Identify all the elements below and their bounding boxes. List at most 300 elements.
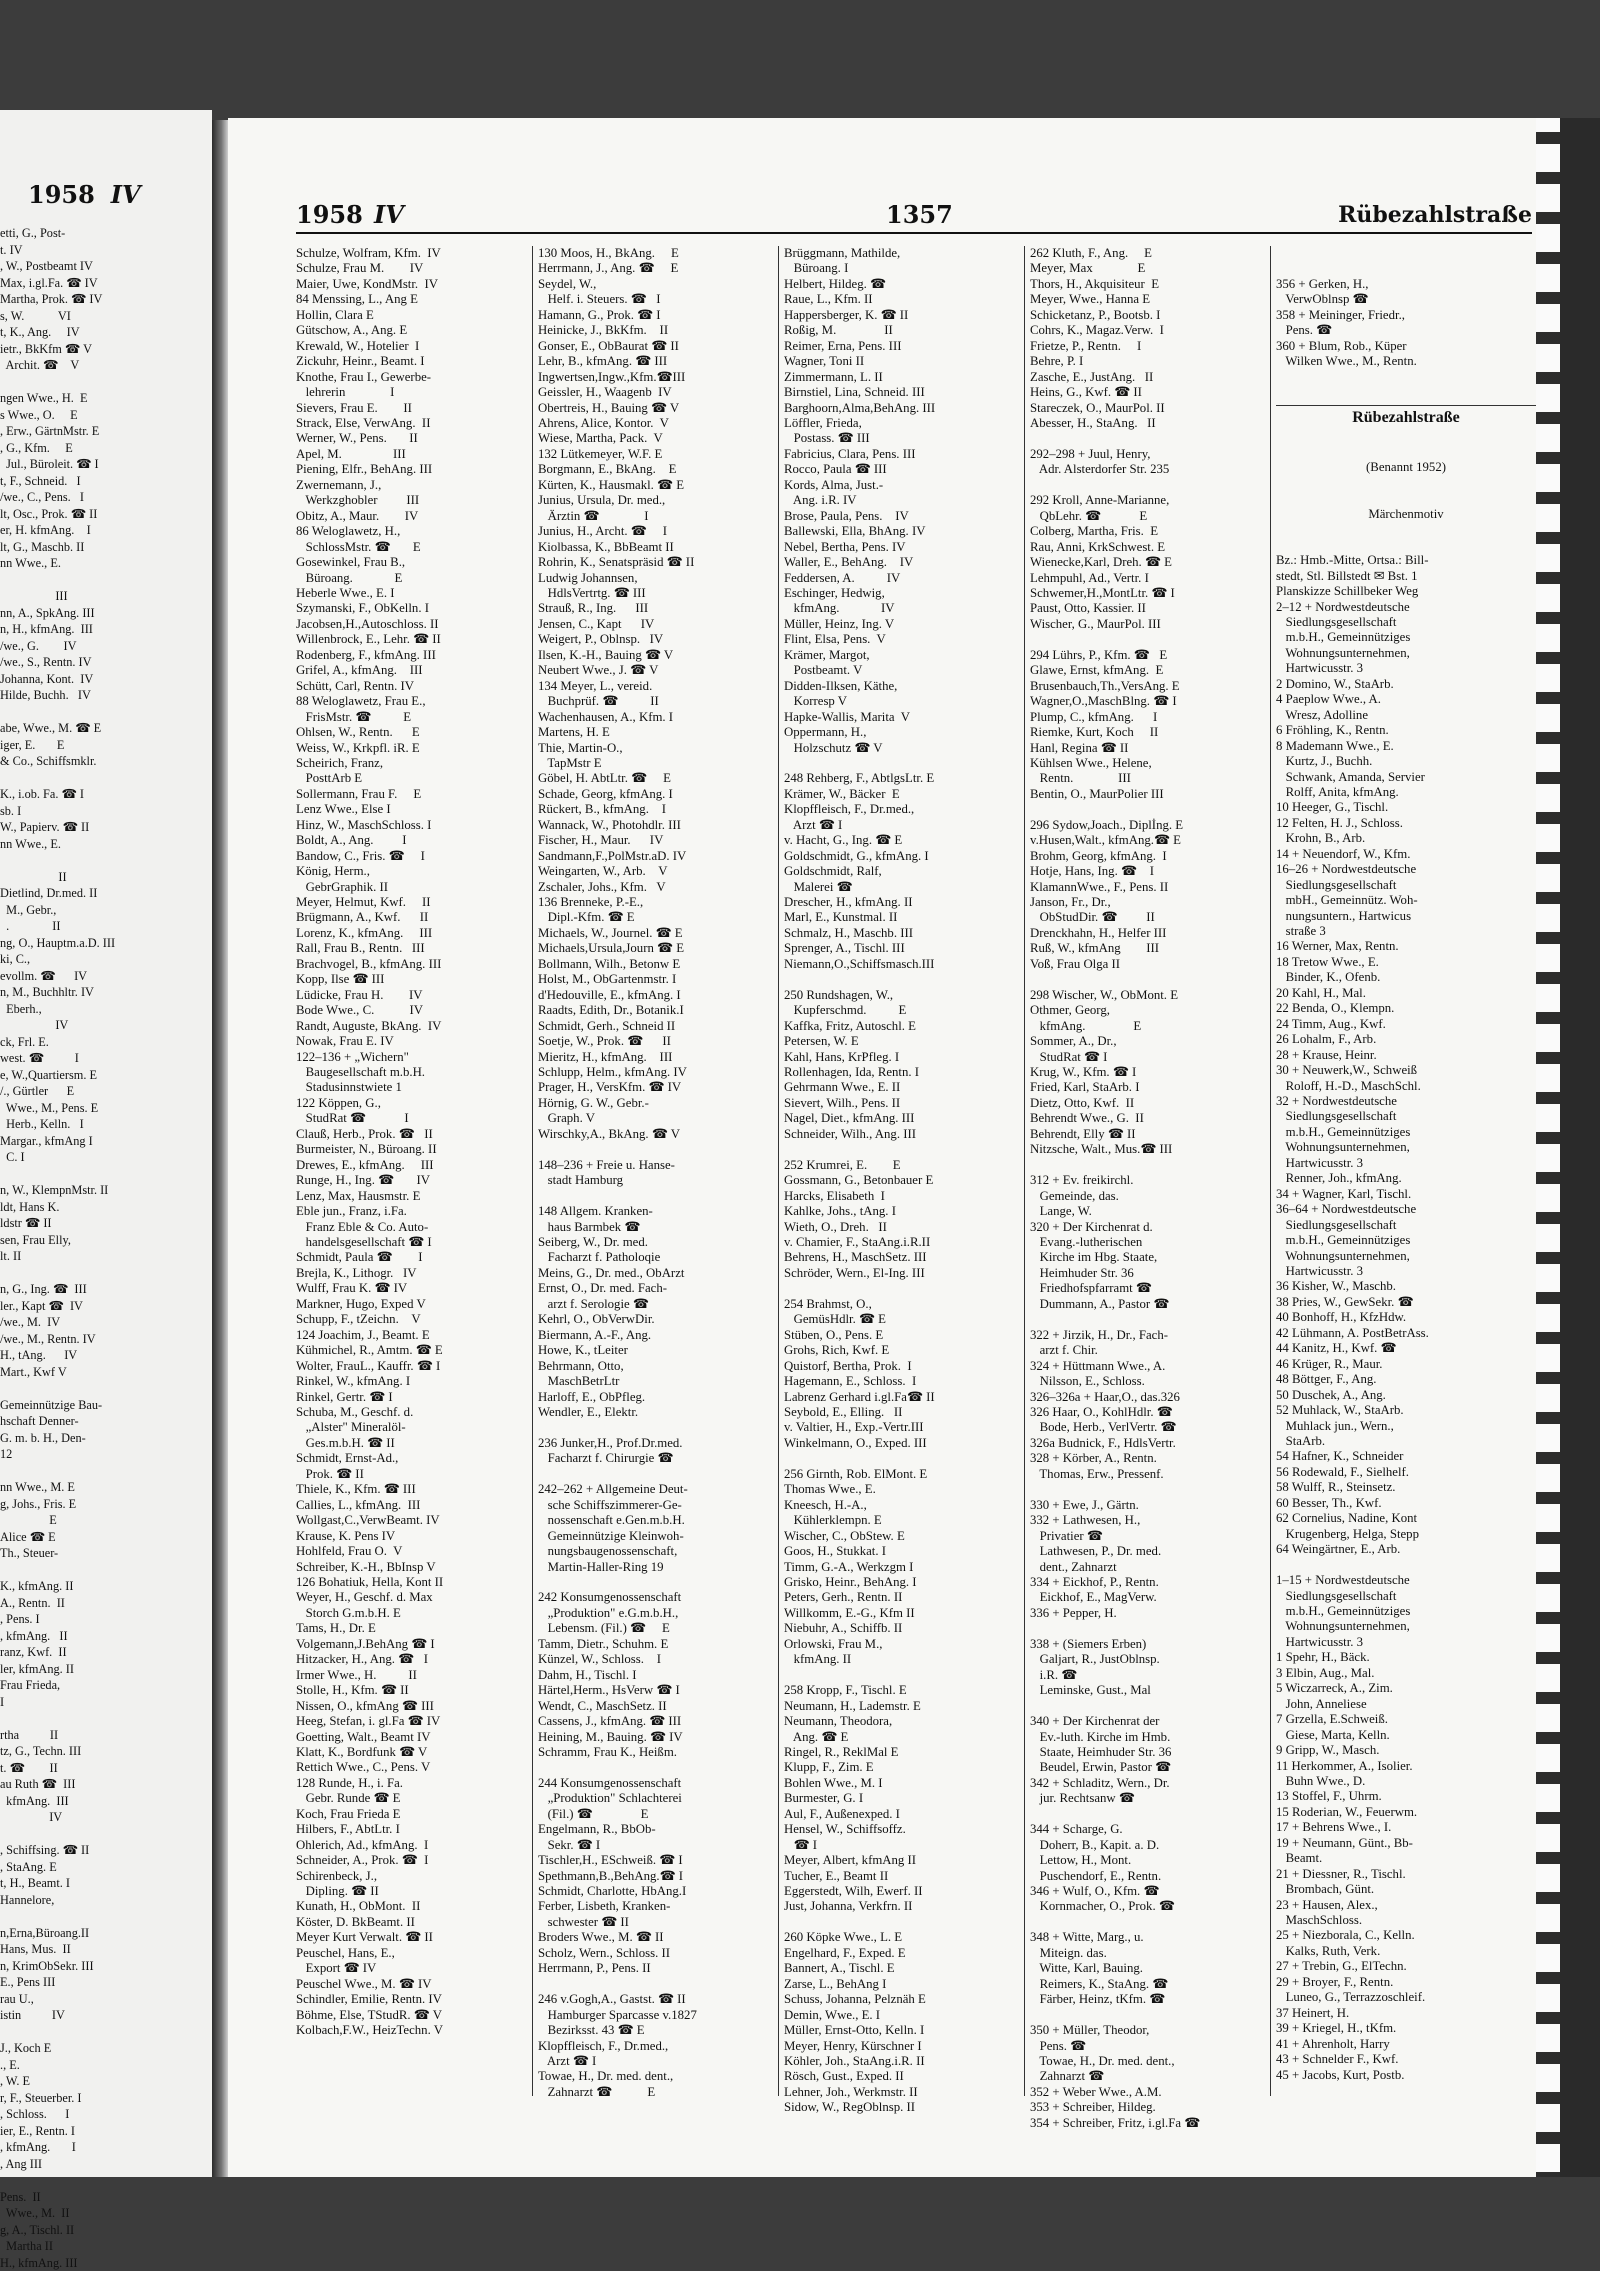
directory-entry: Kaffka, Fritz, Autoschl. E — [784, 1019, 1020, 1034]
directory-entry: Drenckhahn, H., Helfer III — [1030, 926, 1266, 941]
directory-entry: Beudel, Erwin, Pastor ☎ — [1030, 1760, 1266, 1775]
directory-entry: 342 + Schladitz, Wern., Dr. — [1030, 1776, 1266, 1791]
directory-entry: sb. I — [0, 803, 212, 820]
directory-entry: Schramm, Frau K., Heißm. — [538, 1745, 774, 1760]
directory-entry: Orlowski, Frau M., — [784, 1637, 1020, 1652]
directory-entry: 7 Grzella, E.Schweiß. — [1276, 1712, 1536, 1727]
directory-entry: 38 Pries, W., GewSekr. ☎ — [1276, 1295, 1536, 1310]
directory-entry — [1030, 1699, 1266, 1714]
directory-entry: 326 Haar, O., KohlHdlr. ☎ — [1030, 1405, 1266, 1420]
directory-entry: Petersen, W. E — [784, 1034, 1020, 1049]
directory-entry: t, F., Schneid. I — [0, 473, 212, 490]
directory-entry: 14 + Neuendorf, W., Kfm. — [1276, 847, 1536, 862]
directory-entry: Fried, Karl, StaArb. I — [1030, 1080, 1266, 1095]
directory-entry: Schmidt, Gerh., Schneid II — [538, 1019, 774, 1034]
directory-entry: Strack, Else, VerwAng. II — [296, 416, 528, 431]
directory-entry: Meyer Kurt Verwalt. ☎ II — [296, 1930, 528, 1945]
directory-entry: Hannelore, — [0, 1892, 212, 1909]
directory-entry: MaschSchloss. — [1276, 1913, 1536, 1928]
directory-entry: ldt, Hans K. — [0, 1199, 212, 1216]
directory-entry: Thomas Wwe., E. — [784, 1482, 1020, 1497]
directory-entry: Krohn, B., Arb. — [1276, 831, 1536, 846]
directory-entry: Gemeinnützige Kleinwoh- — [538, 1529, 774, 1544]
directory-entry: n, KrimObSekr. III — [0, 1958, 212, 1975]
directory-entry: Alice ☎ E — [0, 1529, 212, 1546]
directory-entry: Brejla, K., Lithogr. IV — [296, 1266, 528, 1281]
directory-entry: Hartwicusstr. 3 — [1276, 1635, 1536, 1650]
directory-entry: Kiolbassa, K., BbBeamt II — [538, 540, 774, 555]
directory-entry: , kfmAng. I — [0, 2139, 212, 2156]
directory-entry: Boldt, A., Ang. I — [296, 833, 528, 848]
directory-entry: Graph. V — [538, 1111, 774, 1126]
directory-entry: tz, G., Techn. III — [0, 1743, 212, 1760]
directory-entry: lt, G., Maschb. II — [0, 539, 212, 556]
directory-entry: Wresz, Adolline — [1276, 708, 1536, 723]
directory-entry — [1030, 1158, 1266, 1173]
directory-entry: 22 Benda, O., Klempn. — [1276, 1001, 1536, 1016]
directory-entry — [1030, 632, 1266, 647]
directory-entry: Gütschow, A., Ang. E — [296, 323, 528, 338]
directory-entry: Schmidt, Paula ☎ I — [296, 1250, 528, 1265]
directory-entry: Volgemann,J.BehAng ☎ I — [296, 1637, 528, 1652]
directory-entry: s Wwe., O. E — [0, 407, 212, 424]
directory-entry — [784, 1668, 1020, 1683]
directory-entry: Planskizze Schillbeker Weg — [1276, 584, 1536, 599]
directory-entry: 322 + Jirzik, H., Dr., Fach- — [1030, 1328, 1266, 1343]
directory-entry: 340 + Der Kirchenrat der — [1030, 1714, 1266, 1729]
directory-entry: Schicketanz, P., Bootsb. I — [1030, 308, 1266, 323]
directory-entry: 5 Wiczarreck, A., Zim. — [1276, 1681, 1536, 1696]
directory-entry: Schulze, Frau M. IV — [296, 261, 528, 276]
directory-entry — [0, 1710, 212, 1727]
directory-entry: jur. Rechtsanw ☎ — [1030, 1791, 1266, 1806]
directory-entry: GebrGraphik. II — [296, 880, 528, 895]
directory-entry: ObStudDir. ☎ II — [1030, 910, 1266, 925]
directory-entry: 328 + Körber, A., Rentn. — [1030, 1451, 1266, 1466]
directory-entry: Wieth, O., Dreh. II — [784, 1220, 1020, 1235]
directory-entry: Gebr. Runde ☎ E — [296, 1791, 528, 1806]
directory-entry: rtha II — [0, 1727, 212, 1744]
directory-entry — [0, 374, 212, 391]
directory-entry — [0, 2172, 212, 2189]
directory-entry: lt. II — [0, 1248, 212, 1265]
directory-entry: Thomas, Erw., Pressenf. — [1030, 1467, 1266, 1482]
directory-entry: ., E. — [0, 2057, 212, 2074]
directory-entry: Weyer, H., Geschf. d. Max — [296, 1590, 528, 1605]
directory-entry: Maier, Uwe, KondMstr. IV — [296, 277, 528, 292]
directory-entry: Glawe, Ernst, kfmAng. E — [1030, 663, 1266, 678]
directory-entry: n, G., Ing. ☎ III — [0, 1281, 212, 1298]
directory-entry: 292–298 + Juul, Henry, — [1030, 447, 1266, 462]
directory-entry: etti, G., Post- — [0, 225, 212, 242]
directory-entry: Pens. ☎ — [1030, 2039, 1266, 2054]
directory-entry: Arzt ☎ I — [784, 818, 1020, 833]
directory-entry: m.b.H., Gemeinnütziges — [1276, 1604, 1536, 1619]
directory-entry: Winkelmann, O., Exped. III — [784, 1436, 1020, 1451]
directory-entry: Goos, H., Stukkat. I — [784, 1544, 1020, 1559]
directory-entry: Rau, Anni, KrkSchwest. E — [1030, 540, 1266, 555]
directory-entry: Hans, Mus. II — [0, 1941, 212, 1958]
directory-entry: /we., M. IV — [0, 1314, 212, 1331]
directory-entry: Schneider, A., Prok. ☎ I — [296, 1853, 528, 1868]
directory-entry: Bezirksst. 43 ☎ E — [538, 2023, 774, 2038]
directory-entry: er, H. kfmAng. I — [0, 522, 212, 539]
column-4 — [1030, 246, 1266, 2131]
left-page-entries — [0, 225, 212, 2271]
directory-entry: Rolff, Anita, kfmAng. — [1276, 785, 1536, 800]
directory-entry: ki, C., — [0, 951, 212, 968]
directory-entry: nn, A., SpkAng. III — [0, 605, 212, 622]
directory-entry: 250 Rundshagen, W., — [784, 988, 1020, 1003]
directory-entry: Wendler, E., Elektr. — [538, 1405, 774, 1420]
directory-entry: nossenschaft e.Gen.m.b.H. — [538, 1513, 774, 1528]
directory-entry: Schütt, Carl, Rentn. IV — [296, 679, 528, 694]
directory-entry: 134 Meyer, L., vereid. — [538, 679, 774, 694]
directory-entry: 58 Wulff, R., Steinsetz. — [1276, 1480, 1536, 1495]
directory-entry: 36–64 + Nordwestdeutsche — [1276, 1202, 1536, 1217]
directory-entry: Voß, Frau Olga II — [1030, 957, 1266, 972]
directory-entry: 12 Felten, H. J., Schloss. — [1276, 816, 1536, 831]
directory-entry: Kurtz, J., Buchh. — [1276, 754, 1536, 769]
column-5-street-entries — [1276, 553, 1536, 2083]
directory-entry: Eberh., — [0, 1001, 212, 1018]
directory-entry: Sekr. ☎ I — [538, 1838, 774, 1853]
directory-entry: Archit. ☎ V — [0, 357, 212, 374]
directory-entry: Meyer, Max E — [1030, 261, 1266, 276]
directory-entry: III — [0, 588, 212, 605]
directory-entry: Peuschel, Hans, E., — [296, 1946, 528, 1961]
directory-entry: Helf. i. Steuers. ☎ I — [538, 292, 774, 307]
directory-entry: 254 Brahmst, O., — [784, 1297, 1020, 1312]
directory-entry: Ernst, O., Dr. med. Fach- — [538, 1281, 774, 1296]
directory-entry: Eickhof, E., MagVerw. — [1030, 1590, 1266, 1605]
directory-entry: Lehr, B., kfmAng. ☎ III — [538, 354, 774, 369]
directory-entry: Bentin, O., MaurPolier III — [1030, 787, 1266, 802]
directory-entry: Timm, G.-A., Werkzgm I — [784, 1560, 1020, 1575]
directory-entry: Wollgast,C.,VerwBeamt. IV — [296, 1513, 528, 1528]
directory-entry: Kopp, Ilse ☎ III — [296, 972, 528, 987]
directory-entry: König, Herm., — [296, 864, 528, 879]
directory-entry: Ingwertsen,Ingw.,Kfm.☎III — [538, 370, 774, 385]
directory-entry: Reimers, K., StaAng. ☎ — [1030, 1977, 1266, 1992]
directory-entry: Klopffleisch, F., Dr.med., — [784, 802, 1020, 817]
directory-entry: 124 Joachim, J., Beamt. E — [296, 1328, 528, 1343]
directory-entry: 242 Konsumgenossenschaft — [538, 1590, 774, 1605]
directory-entry: Müller, Heinz, Ing. V — [784, 617, 1020, 632]
directory-entry: 19 + Neumann, Günt., Bb- — [1276, 1836, 1536, 1851]
directory-entry — [784, 1451, 1020, 1466]
directory-entry: Apel, M. III — [296, 447, 528, 462]
directory-entry: 17 + Behrens Wwe., I. — [1276, 1820, 1536, 1835]
directory-entry: 130 Moos, H., BkAng. E — [538, 246, 774, 261]
directory-entry: 54 Hafner, K., Schneider — [1276, 1449, 1536, 1464]
directory-entry: kfmAng. III — [0, 1793, 212, 1810]
directory-entry: Jul., Büroleit. ☎ I — [0, 456, 212, 473]
directory-entry: Othmer, Georg, — [1030, 1003, 1266, 1018]
directory-entry: Siedlungsgesellschaft — [1276, 1589, 1536, 1604]
directory-entry: Lebensm. (Fil.) ☎ E — [538, 1621, 774, 1636]
directory-entry: Frietze, P., Rentn. I — [1030, 339, 1266, 354]
directory-entry — [784, 1281, 1020, 1296]
directory-entry: t, K., Ang. IV — [0, 324, 212, 341]
directory-entry: Krewald, W., Hotelier I — [296, 339, 528, 354]
directory-entry: Ohlerich, Ad., kfmAng. I — [296, 1838, 528, 1853]
directory-entry: d'Hedouville, E., kfmAng. I — [538, 988, 774, 1003]
directory-entry: 23 + Hausen, Alex., — [1276, 1898, 1536, 1913]
directory-entry: stedt, Stl. Billstedt ✉ Bst. 1 — [1276, 569, 1536, 584]
directory-entry: 56 Rodewald, F., Sielhelf. — [1276, 1465, 1536, 1480]
directory-entry: Holzschutz ☎ V — [784, 741, 1020, 756]
directory-entry: FrisMstr. ☎ E — [296, 710, 528, 725]
directory-entry: Pens. ☎ — [1276, 323, 1536, 338]
directory-entry: HdlsVertrtg. ☎ III — [538, 586, 774, 601]
directory-entry — [538, 1977, 774, 1992]
directory-entry: QbLehr. ☎ E — [1030, 509, 1266, 524]
directory-entry: Hensel, W., Schiffsoffz. — [784, 1822, 1020, 1837]
directory-entry: 60 Besser, Th., Kwf. — [1276, 1496, 1536, 1511]
directory-entry: Hilde, Buchh. IV — [0, 687, 212, 704]
directory-entry: Willkomm, E.-G., Kfm II — [784, 1606, 1020, 1621]
directory-entry — [1030, 1621, 1266, 1636]
directory-entry: Aul, F., Außenexped. I — [784, 1807, 1020, 1822]
directory-entry: Klatt, K., Bordfunk ☎ V — [296, 1745, 528, 1760]
directory-entry: Bode, Herb., VerlVertr. ☎ — [1030, 1420, 1266, 1435]
directory-entry: 52 Muhlack, W., StaArb. — [1276, 1403, 1536, 1418]
directory-entry: /we., M., Rentn. IV — [0, 1331, 212, 1348]
directory-entry: handelsgesellschaft ☎ I — [296, 1235, 528, 1250]
directory-entry: Rollenhagen, Ida, Rentn. I — [784, 1065, 1020, 1080]
directory-entry: v. Hacht, G., Ing. ☎ E — [784, 833, 1020, 848]
directory-entry: Privatier ☎ — [1030, 1529, 1266, 1544]
directory-entry: Bohlen Wwe., M. I — [784, 1776, 1020, 1791]
directory-entry: Runge, H., Ing. ☎ IV — [296, 1173, 528, 1188]
directory-entry — [784, 972, 1020, 987]
directory-entry: Schmidt, Charlotte, HbAng.I — [538, 1884, 774, 1899]
directory-entry: Grifel, A., kfmAng. III — [296, 663, 528, 678]
column-5-top-entries — [1276, 277, 1536, 370]
directory-entry: Schlupp, Helm., kfmAng. IV — [538, 1065, 774, 1080]
directory-entry: , G., Kfm. E — [0, 440, 212, 457]
directory-entry: Thie, Martin-O., — [538, 741, 774, 756]
directory-entry: Hotje, Hans, Ing. ☎ I — [1030, 864, 1266, 879]
directory-entry: t. ☎ II — [0, 1760, 212, 1777]
directory-entry: 27 + Trebin, G., ElTechn. — [1276, 1959, 1536, 1974]
left-page-fragment — [0, 110, 212, 2177]
directory-entry: Krämer, Margot, — [784, 648, 1020, 663]
directory-entry: ldstr ☎ II — [0, 1215, 212, 1232]
directory-entry: 29 + Broyer, F., Rentn. — [1276, 1975, 1536, 1990]
directory-entry: Dummann, A., Pastor ☎ — [1030, 1297, 1266, 1312]
directory-entry: Nowak, Frau E. IV — [296, 1034, 528, 1049]
directory-entry: , Schiffsing. ☎ II — [0, 1842, 212, 1859]
directory-entry: Goetting, Walt., Beamt IV — [296, 1730, 528, 1745]
directory-entry: ler, kfmAng. II — [0, 1661, 212, 1678]
directory-entry: Eschinger, Hedwig, — [784, 586, 1020, 601]
directory-entry: Nagel, Diet., kfmAng. III — [784, 1111, 1020, 1126]
directory-entry — [784, 756, 1020, 771]
directory-entry: Holst, M., ObGartenmstr. I — [538, 972, 774, 987]
directory-entry: Brose, Paula, Pens. IV — [784, 509, 1020, 524]
column-divider — [778, 246, 779, 2096]
directory-entry — [538, 1420, 774, 1435]
directory-entry: Schirenbeck, J., — [296, 1869, 528, 1884]
directory-entry: 46 Krüger, R., Maur. — [1276, 1357, 1536, 1372]
directory-entry: Mieritz, H., kfmAng. III — [538, 1050, 774, 1065]
directory-entry: Miteign. das. — [1030, 1946, 1266, 1961]
directory-entry — [1030, 1807, 1266, 1822]
directory-entry: Hohlfeld, Frau O. V — [296, 1544, 528, 1559]
directory-entry: 354 + Schreiber, Fritz, i.gl.Fa ☎ — [1030, 2116, 1266, 2131]
directory-entry: Martin-Haller-Ring 19 — [538, 1560, 774, 1575]
directory-entry: Reimer, Erna, Pens. III — [784, 339, 1020, 354]
directory-entry — [1030, 1915, 1266, 1930]
directory-entry: Büroang. I — [784, 261, 1020, 276]
directory-entry: 50 Duschek, A., Ang. — [1276, 1388, 1536, 1403]
directory-entry: 353 + Schreiber, Hildeg. — [1030, 2100, 1266, 2115]
directory-entry: 4 Paeplow Wwe., A. — [1276, 692, 1536, 707]
directory-entry: Max, i.gl.Fa. ☎ IV — [0, 275, 212, 292]
directory-entry: Puschendorf, E., Rentn. — [1030, 1869, 1266, 1884]
directory-entry: 24 Timm, Aug., Kwf. — [1276, 1017, 1536, 1032]
directory-entry: 260 Köpke Wwe., L. E — [784, 1930, 1020, 1945]
directory-entry: Nitzsche, Walt., Mus.☎ III — [1030, 1142, 1266, 1157]
directory-entry: IV — [0, 1017, 212, 1034]
directory-entry: Peuschel Wwe., M. ☎ IV — [296, 1977, 528, 1992]
directory-entry: Dahm, H., Tischl. I — [538, 1668, 774, 1683]
directory-entry: Riemke, Kurt, Koch II — [1030, 725, 1266, 740]
directory-entry: Rall, Frau B., Rentn. III — [296, 941, 528, 956]
directory-entry: Ges.m.b.H. ☎ II — [296, 1436, 528, 1451]
directory-entry: Schmidt, Ernst-Ad., — [296, 1451, 528, 1466]
directory-entry: 148 Allgem. Kranken- — [538, 1204, 774, 1219]
directory-entry: Brohm, Georg, kfmAng. I — [1030, 849, 1266, 864]
directory-entry: Ringel, R., ReklMal E — [784, 1745, 1020, 1760]
directory-entry: 126 Bohatiuk, Hella, Kont II — [296, 1575, 528, 1590]
directory-entry: ietr., BkKfm ☎ V — [0, 341, 212, 358]
directory-entry: Schulze, Wolfram, Kfm. IV — [296, 246, 528, 261]
directory-entry: Marl, E., Kunstmal. II — [784, 910, 1020, 925]
directory-entry: 10 Heeger, G., Tischl. — [1276, 800, 1536, 815]
directory-entry: Kalks, Ruth, Verk. — [1276, 1944, 1536, 1959]
directory-entry: e, W.,Quartiersm. E — [0, 1067, 212, 1084]
directory-entry: J., Koch E — [0, 2040, 212, 2057]
directory-entry: Junius, H., Archt. ☎ I — [538, 524, 774, 539]
directory-entry: v. Valtier, H., Exp.-Vertr.III — [784, 1420, 1020, 1435]
directory-entry: Rettich Wwe., C., Pens. V — [296, 1760, 528, 1775]
directory-entry: Meins, G., Dr. med., ObArzt — [538, 1266, 774, 1281]
directory-entry: Köster, D. BkBeamt. II — [296, 1915, 528, 1930]
directory-entry: Obitz, A., Maur. IV — [296, 509, 528, 524]
directory-entry: Tischler,H., ESchweiß. ☎ I — [538, 1853, 774, 1868]
directory-entry: Seiberg, W., Dr. med. — [538, 1235, 774, 1250]
directory-entry: 258 Kropp, F., Tischl. E — [784, 1683, 1020, 1698]
directory-entry: Towae, H., Dr. med. dent., — [538, 2069, 774, 2084]
directory-entry: Thiele, K., Kfm. ☎ III — [296, 1482, 528, 1497]
directory-entry: Ruß, W., kfmAng III — [1030, 941, 1266, 956]
directory-entry: Wwe., M., Pens. E — [0, 1100, 212, 1117]
directory-entry: Storch G.m.b.H. E — [296, 1606, 528, 1621]
directory-entry: Klopffleisch, F., Dr.med., — [538, 2039, 774, 2054]
directory-entry: west. ☎ I — [0, 1050, 212, 1067]
directory-entry: Kneesch, H.-A., — [784, 1498, 1020, 1513]
directory-entry: Grisko, Heinr., BehAng. I — [784, 1575, 1020, 1590]
directory-entry: Weiss, W., Krkpfl. iR. E — [296, 741, 528, 756]
directory-entry: 356 + Gerken, H., — [1276, 277, 1536, 292]
directory-entry: Lüdicke, Frau H. IV — [296, 988, 528, 1003]
directory-entry: , Ang III — [0, 2156, 212, 2173]
directory-entry: Colberg, Martha, Fris. E — [1030, 524, 1266, 539]
directory-entry: Wannack, W., Photohdlr. III — [538, 818, 774, 833]
directory-entry: Hörnig, G. W., Gebr.- — [538, 1096, 774, 1111]
directory-entry: Kupferschmd. E — [784, 1003, 1020, 1018]
directory-entry: Kühmichel, R., Amtm. ☎ E — [296, 1343, 528, 1358]
directory-entry: Ahrens, Alice, Kontor. V — [538, 416, 774, 431]
directory-entry: Brachvogel, B., kfmAng. III — [296, 957, 528, 972]
directory-entry: Ballewski, Ella, BhAng. IV — [784, 524, 1020, 539]
directory-entry — [0, 704, 212, 721]
directory-entry: Bz.: Hmb.-Mitte, Ortsa.: Bill- — [1276, 553, 1536, 568]
directory-entry: Jensen, C., Kapt IV — [538, 617, 774, 632]
directory-entry: kfmAng. E — [1030, 1019, 1266, 1034]
directory-entry: Janson, Fr., Dr., — [1030, 895, 1266, 910]
directory-entry: 294 Lührs, P., Kfm. ☎ E — [1030, 648, 1266, 663]
directory-entry: Sandmann,F.,PolMstr.aD. IV — [538, 849, 774, 864]
directory-entry: 262 Kluth, F., Ang. E — [1030, 246, 1266, 261]
directory-entry: Cohrs, K., Magaz.Verw. I — [1030, 323, 1266, 338]
directory-entry: 324 + Hüttmann Wwe., A. — [1030, 1359, 1266, 1374]
directory-entry: SchlossMstr. ☎ E — [296, 540, 528, 555]
directory-entry — [784, 1915, 1020, 1930]
directory-entry: Engelhard, F., Exped. E — [784, 1946, 1020, 1961]
directory-entry: Renner, Joh., kfmAng. — [1276, 1171, 1536, 1186]
directory-entry: 350 + Müller, Theodor, — [1030, 2023, 1266, 2038]
directory-entry: m.b.H., Gemeinnütziges — [1276, 1233, 1536, 1248]
directory-entry: Raue, L., Kfm. II — [784, 292, 1020, 307]
directory-entry: iger, E. E — [0, 737, 212, 754]
directory-entry: Hartwicusstr. 3 — [1276, 1156, 1536, 1171]
directory-entry: 20 Kahl, H., Mal. — [1276, 986, 1536, 1001]
directory-entry: Michaels,Ursula,Journ ☎ E — [538, 941, 774, 956]
directory-entry: Wohnungsunternehmen, — [1276, 1249, 1536, 1264]
street-motif: Märchenmotiv — [1276, 507, 1536, 522]
directory-entry: Spethmann,B.,BehAng.☎ I — [538, 1869, 774, 1884]
directory-entry — [538, 1142, 774, 1157]
directory-entry: Burmester, G. I — [784, 1791, 1020, 1806]
directory-entry: Johanna, Kont. IV — [0, 671, 212, 688]
directory-page — [228, 118, 1560, 2177]
directory-entry: t. IV — [0, 242, 212, 259]
directory-entry: Zimmermann, L. II — [784, 370, 1020, 385]
directory-entry: Rinkel, W., kfmAng. I — [296, 1374, 528, 1389]
directory-entry: Wohnungsunternehmen, — [1276, 646, 1536, 661]
directory-entry: 334 + Eickhof, P., Rentn. — [1030, 1575, 1266, 1590]
directory-entry: Markner, Hugo, Exped V — [296, 1297, 528, 1312]
directory-entry: Just, Johanna, Verkfrn. II — [784, 1899, 1020, 1914]
directory-entry: Gemeinnützige Bau- — [0, 1397, 212, 1414]
directory-entry: Werkzghobler III — [296, 493, 528, 508]
directory-entry: Schuba, M., Geschf. d. — [296, 1405, 528, 1420]
directory-entry: 336 + Pepper, H. — [1030, 1606, 1266, 1621]
directory-entry: II — [0, 869, 212, 886]
directory-entry: Sievert, Wilh., Pens. II — [784, 1096, 1020, 1111]
directory-entry: Sprenger, A., Tischl. III — [784, 941, 1020, 956]
directory-entry: StudRat ☎ I — [1030, 1050, 1266, 1065]
directory-entry: Hinz, W., MaschSchloss. I — [296, 818, 528, 833]
directory-entry: I — [0, 1694, 212, 1711]
directory-entry: C. I — [0, 1149, 212, 1166]
directory-entry — [538, 1760, 774, 1775]
directory-entry: Demin, Wwe., E. I — [784, 2008, 1020, 2023]
